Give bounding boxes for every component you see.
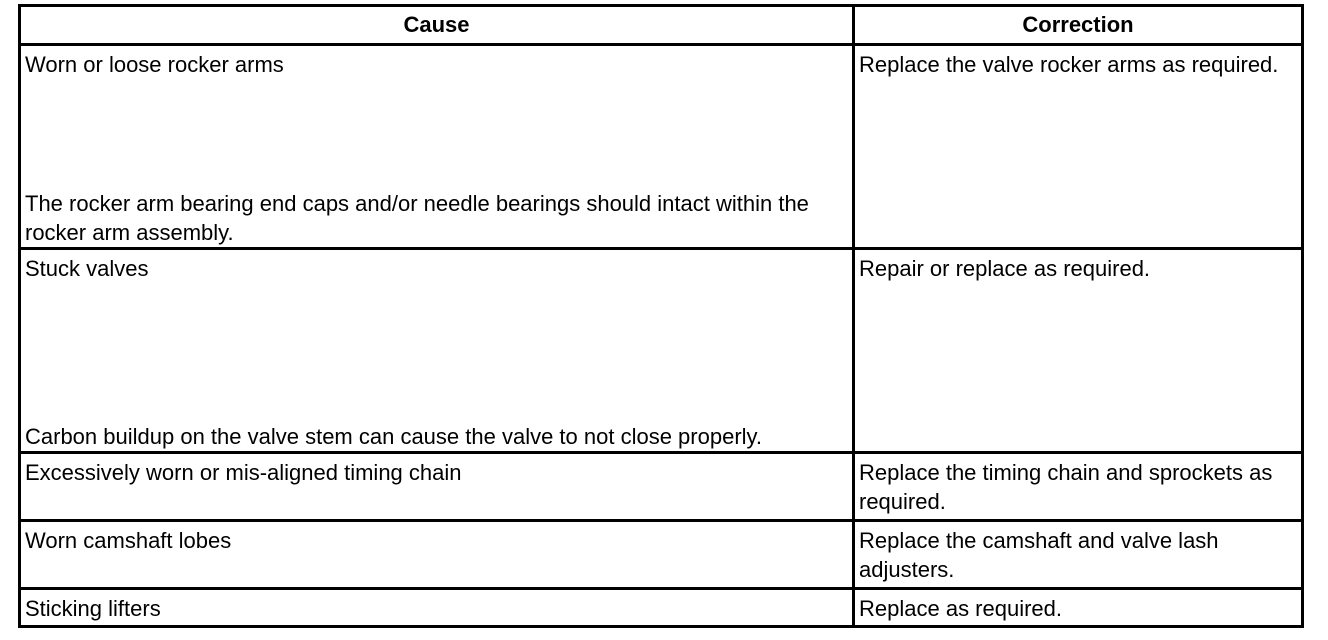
correction-text: Replace the valve rocker arms as required. xyxy=(859,52,1279,77)
correction-text: Replace the timing chain and sprockets as required. xyxy=(859,460,1273,514)
correction-cell xyxy=(854,249,1303,453)
cause-text: Excessively worn or mis-aligned timing chain xyxy=(25,460,462,485)
cause-cell xyxy=(20,453,854,521)
correction-cell xyxy=(854,45,1303,249)
cause-text: Stuck valves xyxy=(25,256,149,281)
correction-cell xyxy=(854,521,1303,589)
correction-cell xyxy=(854,589,1303,627)
cause-text: Sticking lifters xyxy=(25,596,161,621)
table-header xyxy=(20,6,1303,45)
cause-cell xyxy=(20,521,854,589)
diagnostic-table xyxy=(18,4,1304,628)
table-row xyxy=(20,45,1303,249)
header-correction: Correction xyxy=(854,6,1303,45)
cause-text: Worn or loose rocker arms xyxy=(25,52,284,77)
table-row xyxy=(20,249,1303,453)
cause-cell xyxy=(20,249,854,453)
header-row xyxy=(20,6,1303,45)
cause-note: Carbon buildup on the valve stem can cause the valve to not close properly. xyxy=(25,424,763,449)
correction-text: Replace as required. xyxy=(859,596,1063,621)
correction-cell xyxy=(854,453,1303,521)
cause-note: The rocker arm bearing end caps and/or needle bearings should intact within the rocker arm assembly. xyxy=(25,191,809,245)
correction-text: Repair or replace as required. xyxy=(859,256,1151,281)
correction-text: Replace the camshaft and valve lash adjusters. xyxy=(859,528,1219,582)
header-cause: Cause xyxy=(20,6,854,45)
cause-text: Worn camshaft lobes xyxy=(25,528,232,553)
table-row xyxy=(20,589,1303,627)
table-row xyxy=(20,521,1303,589)
cause-cell xyxy=(20,589,854,627)
cause-cell xyxy=(20,45,854,249)
table-row xyxy=(20,453,1303,521)
